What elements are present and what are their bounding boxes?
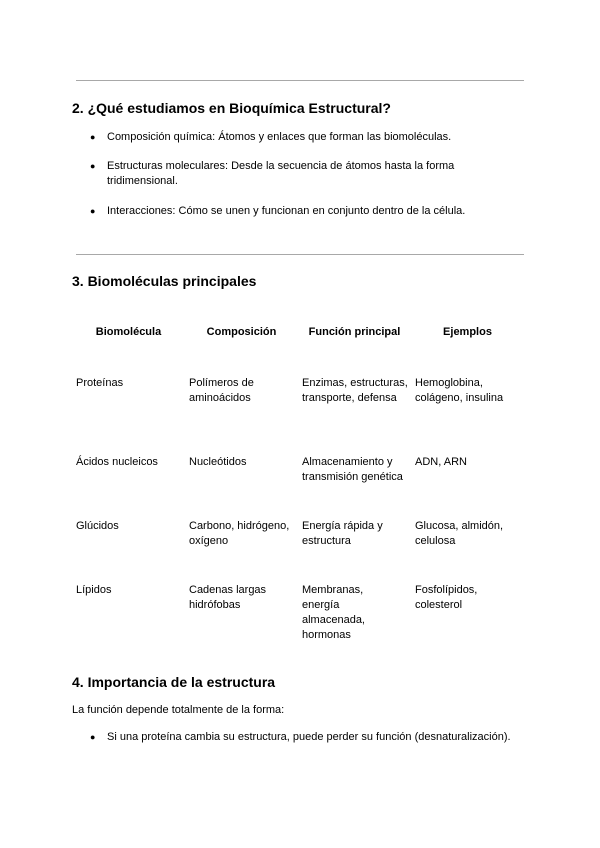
list-item: ● Si una proteína cambia su estructura, puede perder su función (desnaturalización). — [90, 731, 511, 743]
divider — [76, 254, 524, 255]
table-header: Función principal — [308, 326, 401, 338]
table-header: Composición — [206, 326, 277, 338]
bullet-icon: ● — [90, 132, 96, 142]
bullet-icon: ● — [90, 732, 96, 742]
list-item: ● Interacciones: Cómo se unen y funcionan en conjunto dentro de la célula. — [90, 205, 466, 217]
section-4-heading: 4. Importancia de la estructura — [72, 674, 276, 690]
table-cell: Proteínas — [76, 377, 124, 389]
table-header: Ejemplos — [443, 326, 492, 338]
table-cell: Fosfolípidos, colesterol — [415, 584, 478, 611]
table-cell: Lípidos — [76, 584, 112, 596]
bullet-icon: ● — [90, 206, 96, 216]
table-cell: Glucosa, almidón, celulosa — [415, 520, 504, 547]
table-cell: ADN, ARN — [415, 456, 467, 468]
table-header: Biomolécula — [95, 326, 162, 338]
table-cell: Ácidos nucleicos — [76, 456, 158, 468]
list-item: ● Composición química: Átomos y enlaces que forman las biomoléculas. — [90, 131, 452, 143]
table-cell: Hemoglobina, colágeno, insulina — [415, 377, 504, 404]
divider — [76, 80, 524, 81]
table-cell: Energía rápida y estructura — [302, 520, 383, 547]
section-2-heading: 2. ¿Qué estudiamos en Bioquímica Estructural? — [72, 100, 391, 116]
bullet-icon: ● — [90, 161, 96, 171]
table-cell: Almacenamiento y transmisión genética — [302, 456, 403, 483]
table-cell: Enzimas, estructuras, transporte, defensa — [302, 377, 408, 404]
table-cell: Cadenas largas hidrófobas — [189, 584, 267, 611]
table-cell: Glúcidos — [76, 520, 119, 532]
table-cell: Carbono, hidrógeno, oxígeno — [189, 520, 290, 547]
table-cell: Polímeros de aminoácidos — [189, 377, 254, 404]
table-cell: Membranas, energía almacenada, hormonas — [302, 584, 365, 641]
section-3-heading: 3. Biomoléculas principales — [72, 273, 257, 289]
list-item: ● Estructuras moleculares: Desde la secuencia de átomos hasta la forma tridimensional. — [90, 160, 455, 187]
paragraph: La función depende totalmente de la forma: — [72, 704, 285, 716]
table-cell: Nucleótidos — [189, 456, 247, 468]
